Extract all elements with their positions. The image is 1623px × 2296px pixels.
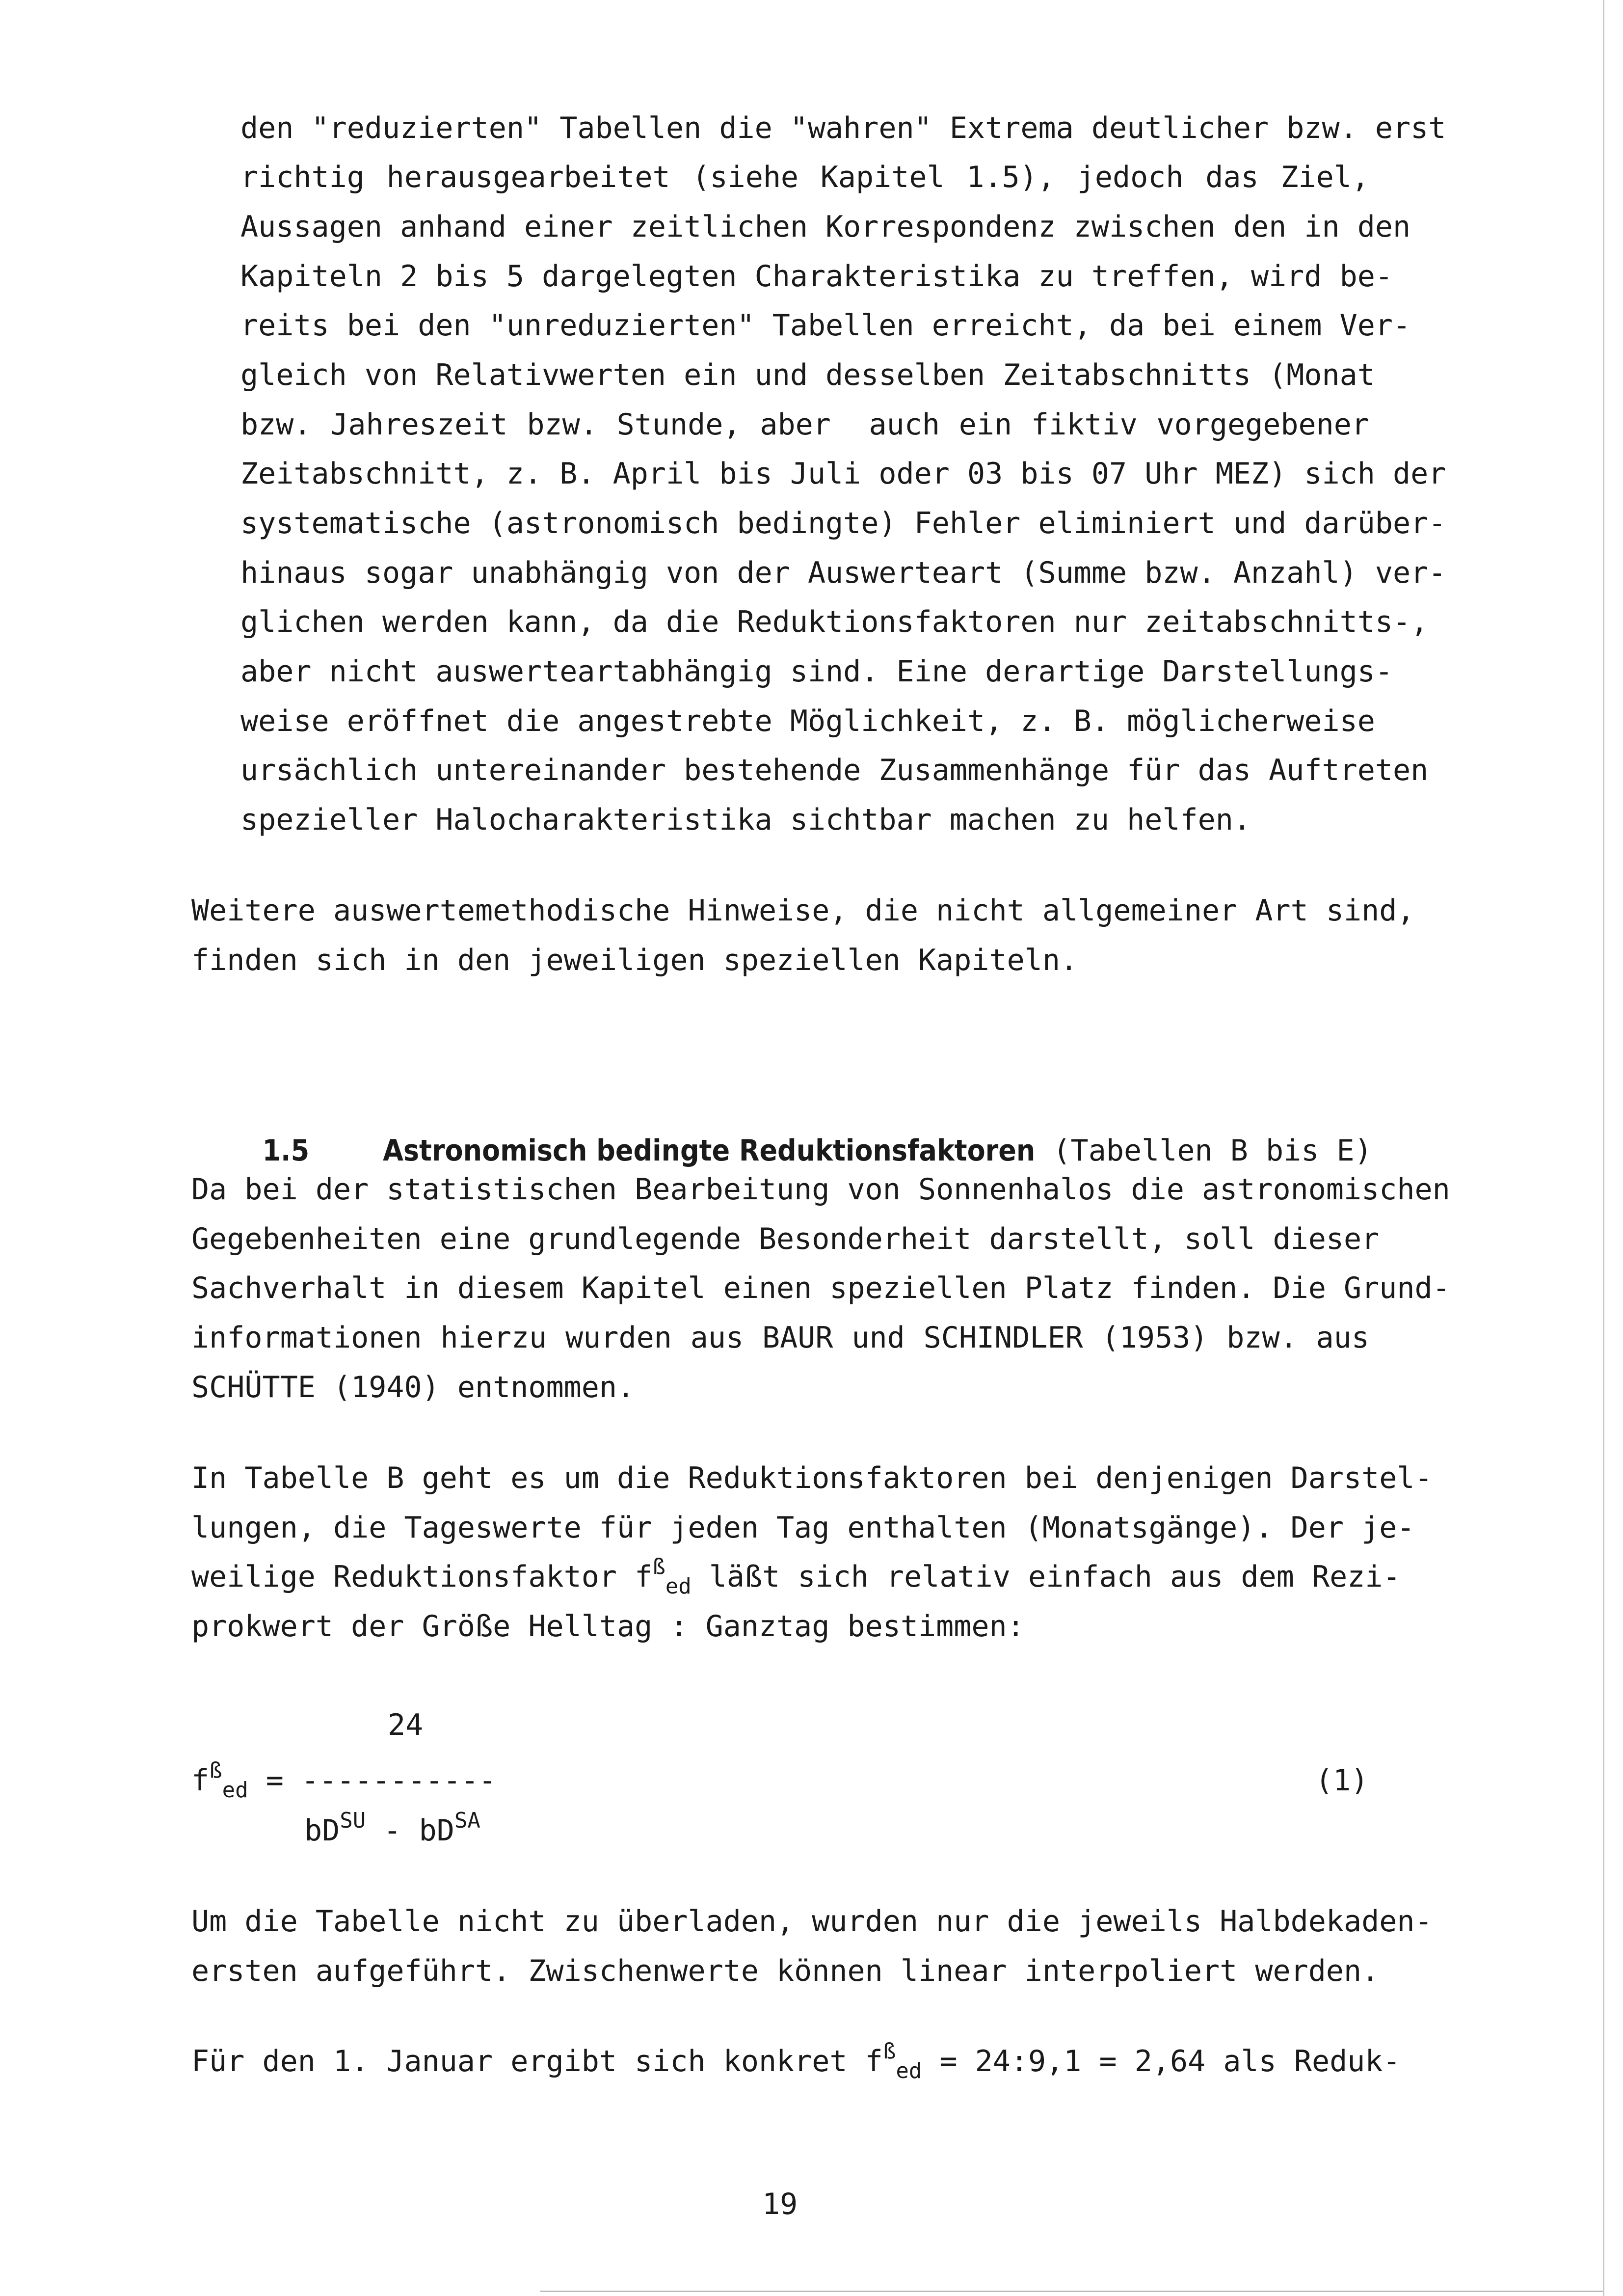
section-title: Astronomisch bedingte Reduktionsfaktoren <box>383 1134 1036 1168</box>
text-line: ursächlich untereinander bestehende Zusammenhänge für das Auftreten <box>240 753 1429 787</box>
paragraph-januar <box>191 2037 1401 2086</box>
text-line: Um die Tabelle nicht zu überladen, wurden nur die jeweils Halbdekaden- <box>191 1904 1433 1939</box>
text-line: finden sich in den jeweiligen speziellen Kapiteln. <box>191 943 1078 977</box>
symbol-f: f <box>865 2044 883 2079</box>
text-line: SCHÜTTE (1940) entnommen. <box>191 1370 635 1405</box>
section-title-suffix: (Tabellen B bis E) <box>1035 1134 1372 1168</box>
text-line: lungen, die Tageswerte für jeden Tag enthalten (Monatsgänge). Der je- <box>191 1511 1415 1545</box>
text-line: Weitere auswertemethodische Hinweise, die nicht allgemeiner Art sind, <box>191 893 1415 928</box>
den-term-a-sup: SU <box>340 1808 366 1833</box>
text-line: Da bei der statistischen Bearbeitung von Sonnenhalos die astronomischen <box>191 1172 1450 1207</box>
den-term-a: bD <box>304 1813 340 1848</box>
text-line: gleich von Relativwerten ein und desselben Zeitabschnitts (Monat <box>240 358 1375 392</box>
text-line: prokwert der Größe Helltag : Ganztag bestimmen: <box>191 1609 1025 1644</box>
section-number: 1.5 <box>262 1134 310 1168</box>
text-segment: = 24:9,1 = 2,64 als Reduk- <box>922 2044 1401 2079</box>
text-segment: läßt sich relativ einfach aus dem Rezi- <box>691 1560 1401 1594</box>
reduction-factor-symbol <box>865 2039 922 2083</box>
formula-denominator <box>304 1806 480 1855</box>
text-line: spezieller Halocharakteristika sichtbar machen zu helfen. <box>240 803 1251 837</box>
reduction-factor-symbol <box>191 1758 248 1803</box>
text-line: hinaus sogar unabhängig von der Auswerteart (Summe bzw. Anzahl) ver- <box>240 556 1446 590</box>
scan-bottom-line <box>540 2291 1603 2292</box>
text-line: Zeitabschnitt, z. B. April bis Juli oder 03 bis 07 Uhr MEZ) sich der <box>240 457 1446 491</box>
text-line: Kapiteln 2 bis 5 dargelegten Charakteristika zu treffen, wird be- <box>240 259 1393 294</box>
formula-fraction-line <box>191 1756 496 1805</box>
den-term-b-sup: SA <box>454 1808 480 1833</box>
page-number: 19 <box>762 2187 798 2221</box>
symbol-sup: ß <box>652 1554 665 1579</box>
den-term-b: bD <box>419 1813 454 1848</box>
symbol-sup: ß <box>882 2039 896 2064</box>
symbol-sub: ed <box>222 1778 248 1803</box>
text-line: informationen hierzu wurden aus BAUR und SCHINDLER (1953) bzw. aus <box>191 1321 1369 1355</box>
equation-number: (1) <box>1315 1763 1369 1798</box>
text-line: systematische (astronomisch bedingte) Fehler eliminiert und darüber- <box>240 506 1446 540</box>
text-line: weise eröffnet die angestrebte Möglichkeit, z. B. möglicherweise <box>240 704 1375 738</box>
text-line <box>191 1552 1401 1601</box>
formula-equals: = <box>248 1763 301 1798</box>
formula-dashes: ----------- <box>301 1763 497 1798</box>
text-segment: weilige Reduktionsfaktor <box>191 1560 635 1594</box>
symbol-sup: ß <box>209 1758 222 1783</box>
text-line: richtig herausgearbeitet (siehe Kapitel 1.5), jedoch das Ziel, <box>240 160 1369 194</box>
text-segment: Für den 1. Januar ergibt sich konkret <box>191 2044 865 2079</box>
reduction-factor-symbol <box>635 1554 692 1599</box>
text-line: bzw. Jahreszeit bzw. Stunde, aber auch ein fiktiv vorgegebener <box>240 407 1369 442</box>
formula-numerator: 24 <box>388 1708 424 1742</box>
symbol-f: f <box>635 1560 653 1594</box>
text-line: aber nicht auswerteartabhängig sind. Eine derartige Darstellungs- <box>240 654 1393 689</box>
text-line: glichen werden kann, da die Reduktionsfaktoren nur zeitabschnitts-, <box>240 605 1429 639</box>
text-line: den "reduzierten" Tabellen die "wahren" Extrema deutlicher bzw. erst <box>240 111 1446 145</box>
text-line: ersten aufgeführt. Zwischenwerte können linear interpoliert werden. <box>191 1954 1380 1988</box>
symbol-sub: ed <box>896 2058 922 2083</box>
symbol-sub: ed <box>665 1574 692 1599</box>
text-line: reits bei den "unreduzierten" Tabellen erreicht, da bei einem Ver- <box>240 308 1411 343</box>
text-line: Aussagen anhand einer zeitlichen Korrespondenz zwischen den in den <box>240 210 1411 244</box>
symbol-f: f <box>191 1763 210 1798</box>
text-line: In Tabelle B geht es um die Reduktionsfaktoren bei denjenigen Darstel- <box>191 1461 1433 1495</box>
den-minus: - <box>366 1813 419 1848</box>
text-line: Sachverhalt in diesem Kapitel einen speziellen Platz finden. Die Grund- <box>191 1271 1450 1305</box>
scan-edge-line <box>1603 0 1604 2296</box>
text-line: Gegebenheiten eine grundlegende Besonderheit darstellt, soll dieser <box>191 1222 1380 1256</box>
